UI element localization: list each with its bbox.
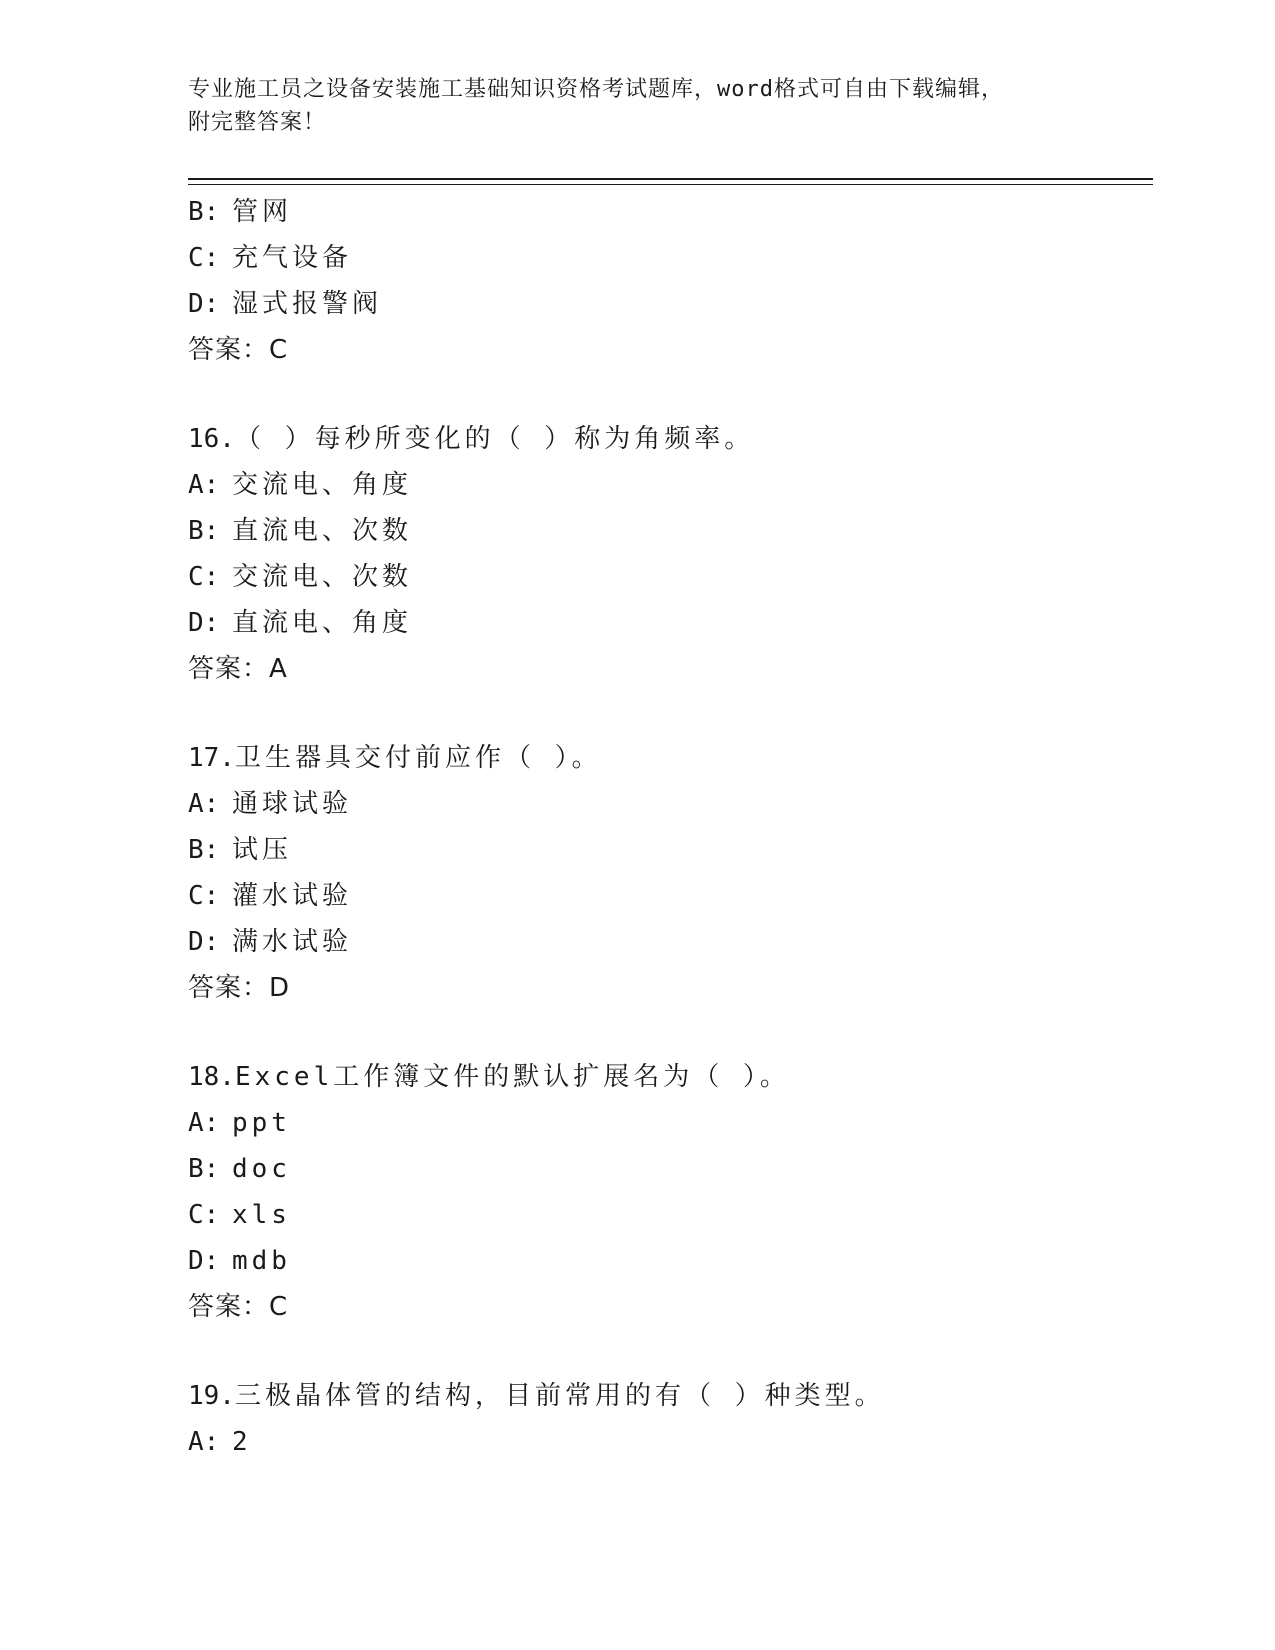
question-17 <box>188 735 1153 1011</box>
header-line-1: 专业施工员之设备安装施工基础知识资格考试题库，word格式可自由下载编辑， <box>188 77 1004 102</box>
header-line-2: 附完整答案！ <box>188 110 327 135</box>
option-text: 管网 <box>232 197 293 227</box>
option-letter: A: <box>188 470 220 500</box>
question-stem <box>188 735 1153 781</box>
question-number: 18. <box>188 1062 235 1092</box>
option-text: 直流电、角度 <box>232 608 413 638</box>
option-letter: D: <box>188 608 220 638</box>
option-letter: C: <box>188 881 220 911</box>
option-text: 灌水试验 <box>232 881 353 911</box>
question-text: 三极晶体管的结构，目前常用的有（ ）种类型。 <box>234 1381 885 1411</box>
header-divider-top <box>188 178 1153 180</box>
option-text: 交流电、角度 <box>232 470 413 500</box>
option-d <box>188 600 1153 646</box>
option-letter: B: <box>188 835 220 865</box>
option-letter: A: <box>188 789 220 819</box>
question-16 <box>188 416 1153 692</box>
answer-line: 答案：C <box>188 1292 289 1322</box>
option-text: 试压 <box>232 835 293 865</box>
option-text: 通球试验 <box>232 789 353 819</box>
question-stem <box>188 416 1153 462</box>
option-letter: D: <box>188 1246 220 1276</box>
option-b <box>188 508 1153 554</box>
option-text: doc <box>232 1154 291 1184</box>
answer-line: 答案：C <box>188 335 289 365</box>
option-c <box>188 1192 1153 1238</box>
question-number: 19. <box>188 1381 235 1411</box>
question-number: 17. <box>188 743 235 773</box>
header-divider-bottom <box>188 184 1153 185</box>
option-c <box>188 554 1153 600</box>
option-letter: A: <box>188 1108 220 1138</box>
question-15-continued <box>188 189 1153 373</box>
option-text: ppt <box>232 1108 291 1138</box>
option-c <box>188 235 1153 281</box>
option-b <box>188 189 1153 235</box>
question-number: 16. <box>188 424 235 454</box>
option-d <box>188 1238 1153 1284</box>
option-letter: B: <box>188 1154 220 1184</box>
question-list <box>188 189 1153 1465</box>
option-a <box>188 1419 1153 1465</box>
option-b <box>188 1146 1153 1192</box>
option-d <box>188 281 1153 327</box>
option-letter: C: <box>188 243 220 273</box>
question-19 <box>188 1373 1153 1465</box>
option-a <box>188 462 1153 508</box>
option-c <box>188 873 1153 919</box>
answer-line: 答案：D <box>188 973 291 1003</box>
option-b <box>188 827 1153 873</box>
option-letter: C: <box>188 1200 220 1230</box>
question-text: 卫生器具交付前应作（ ）。 <box>234 743 602 773</box>
option-text: 充气设备 <box>232 243 353 273</box>
option-letter: C: <box>188 562 220 592</box>
option-text: 满水试验 <box>232 927 353 957</box>
option-letter: A: <box>188 1427 220 1457</box>
option-letter: D: <box>188 289 220 319</box>
answer-line: 答案：A <box>188 654 288 684</box>
option-letter: B: <box>188 197 220 227</box>
question-18 <box>188 1054 1153 1330</box>
question-stem <box>188 1373 1153 1419</box>
option-text: 2 <box>232 1427 252 1457</box>
question-text: （ ）每秒所变化的（ ）称为角频率。 <box>234 424 755 454</box>
option-a <box>188 1100 1153 1146</box>
option-letter: D: <box>188 927 220 957</box>
question-stem <box>188 1054 1153 1100</box>
option-text: mdb <box>232 1246 291 1276</box>
option-a <box>188 781 1153 827</box>
question-text: Excel工作簿文件的默认扩展名为（ ）。 <box>234 1062 790 1092</box>
option-text: 交流电、次数 <box>232 562 413 592</box>
option-text: xls <box>232 1200 291 1230</box>
option-d <box>188 919 1153 965</box>
option-text: 直流电、次数 <box>232 516 413 546</box>
option-letter: B: <box>188 516 220 546</box>
document-header <box>188 73 1088 139</box>
option-text: 湿式报警阀 <box>232 289 383 319</box>
